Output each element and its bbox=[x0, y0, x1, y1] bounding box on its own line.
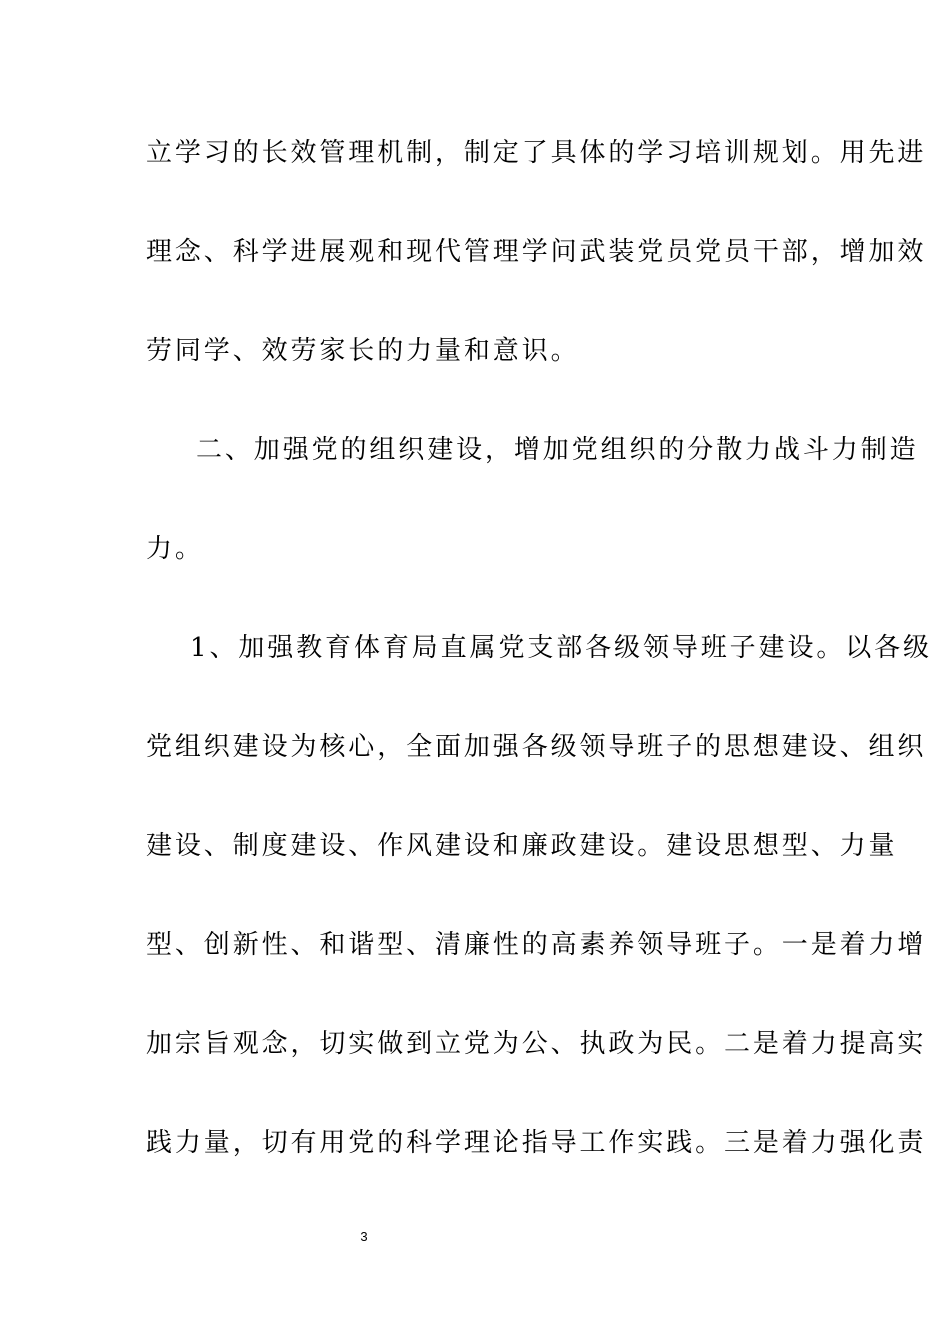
body-line-4: 1、加强教育体育局直属党支部各级领导班子建设。以各级 bbox=[190, 633, 932, 663]
body-line-5: 党组织建设为核心，全面加强各级领导班子的思想建设、组织 bbox=[146, 732, 927, 762]
body-line-2: 理念、科学进展观和现代管理学问武装党员党员干部，增加效 bbox=[146, 237, 927, 267]
section-heading-line-2: 力。 bbox=[146, 534, 204, 564]
body-line-8: 加宗旨观念，切实做到立党为公、执政为民。二是着力提高实 bbox=[146, 1029, 927, 1059]
body-line-9: 践力量，切有用党的科学理论指导工作实践。三是着力强化责 bbox=[146, 1128, 927, 1158]
body-line-3: 劳同学、效劳家长的力量和意识。 bbox=[146, 336, 580, 366]
body-line-1: 立学习的长效管理机制，制定了具体的学习培训规划。用先进 bbox=[146, 138, 927, 168]
body-line-7: 型、创新性、和谐型、清廉性的高素养领导班子。一是着力增 bbox=[146, 930, 927, 960]
body-line-6: 建设、制度建设、作风建设和廉政建设。建设思想型、力量 bbox=[146, 831, 898, 861]
section-heading-line-1: 二、加强党的组织建设，增加党组织的分散力战斗力制造 bbox=[196, 435, 919, 465]
page-number: 3 bbox=[360, 1229, 368, 1244]
